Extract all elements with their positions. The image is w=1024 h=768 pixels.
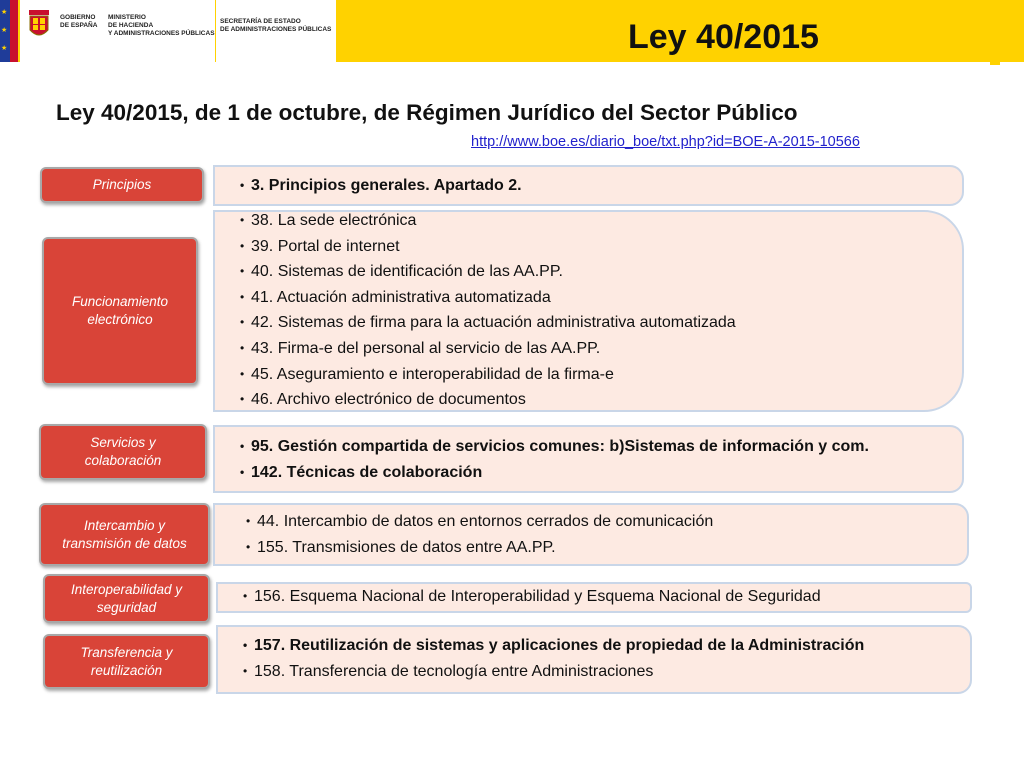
- list-item: • 38. La sede electrónica: [240, 212, 417, 230]
- list-item: • 158. Transferencia de tecnología entre Administraciones: [243, 662, 654, 680]
- list-item: • 41. Actuación administrativa automatizada: [240, 288, 551, 306]
- interoperabilidad-label-1: Interoperabilidad y: [70, 581, 183, 597]
- min-line-2: DE HACIENDA: [108, 22, 154, 29]
- sec-line-1: SECRETARÍA DE ESTADO: [220, 18, 301, 25]
- intercambio-button[interactable]: [39, 503, 210, 566]
- list-item: • 39. Portal de internet: [240, 237, 400, 255]
- eu-star-icon: ★: [1, 27, 8, 34]
- funcionamiento-label-1: Funcionamiento: [71, 294, 169, 309]
- list-item: • 157. Reutilización de sistemas y aplicaciones de propiedad de la Administración: [243, 637, 865, 655]
- min-line-3: Y ADMINISTRACIONES PÚBLICAS: [108, 30, 215, 37]
- intercambio-label-2: transmisión de datos: [62, 535, 187, 551]
- decor-dot: [990, 62, 1000, 65]
- eu-star-icon: ★: [1, 9, 8, 16]
- boe-link[interactable]: http://www.boe.es/diario_boe/txt.php?id=BOE-A-2015-10566: [471, 134, 860, 150]
- sec-line-2: DE ADMINISTRACIONES PÚBLICAS: [220, 26, 332, 33]
- principios-list: [240, 173, 522, 199]
- list-item: • 44. Intercambio de datos en entornos cerrados de comunicación: [246, 513, 714, 531]
- gobierno-text: [60, 14, 97, 30]
- servicios-list: [240, 434, 869, 485]
- interoperabilidad-label-2: seguridad: [96, 599, 157, 615]
- transferencia-label-2: reutilización: [90, 662, 163, 678]
- transferencia-label-1: Transferencia y: [80, 644, 173, 660]
- interoperabilidad-list: [243, 584, 821, 610]
- spain-flag-strip: [10, 0, 18, 62]
- secretaria-text: [220, 18, 331, 34]
- list-item: • 156. Esquema Nacional de Interoperabilidad y Esquema Nacional de Seguridad: [243, 588, 821, 606]
- transferencia-button[interactable]: [43, 634, 210, 689]
- gov-line-1: GOBIERNO: [60, 14, 96, 21]
- slide-title: Ley 40/2015: [628, 18, 819, 56]
- list-item: • 45. Aseguramiento e interoperabilidad de la firma-e: [240, 365, 614, 383]
- ministerio-text: [108, 14, 215, 38]
- list-item: • 40. Sistemas de identificación de las AA.PP.: [240, 263, 563, 281]
- list-item: • 155. Transmisiones de datos entre AA.PP.: [246, 538, 556, 556]
- servicios-label-1: Servicios y: [90, 435, 156, 450]
- funcionamiento-label-2: electrónico: [87, 312, 153, 327]
- intercambio-label-1: Intercambio y: [83, 517, 166, 533]
- list-item: • 46. Archivo electrónico de documentos: [240, 391, 526, 409]
- principios-label: Principios: [92, 177, 152, 192]
- intercambio-list: [246, 509, 713, 560]
- servicios-label-2: colaboración: [84, 453, 162, 468]
- interoperabilidad-button[interactable]: [43, 574, 210, 623]
- gov-line-2: DE ESPAÑA: [60, 22, 98, 29]
- principios-button[interactable]: [40, 167, 204, 203]
- list-item: • 95. Gestión compartida de servicios comunes: b)Sistemas de información y com.: [240, 438, 869, 456]
- list-item: • 3. Principios generales. Apartado 2.: [240, 177, 522, 195]
- list-item: • 142. Técnicas de colaboración: [240, 463, 483, 481]
- servicios-button[interactable]: [39, 424, 207, 480]
- min-line-1: MINISTERIO: [108, 14, 146, 21]
- eu-flag-strip: [0, 0, 10, 62]
- eu-star-icon: ★: [1, 45, 8, 52]
- funcionamiento-button[interactable]: [42, 237, 198, 385]
- transferencia-list: [243, 633, 864, 684]
- list-item: • 43. Firma-e del personal al servicio de las AA.PP.: [240, 340, 601, 357]
- law-subtitle: Ley 40/2015, de 1 de octubre, de Régimen Jurídico del Sector Público: [56, 100, 798, 125]
- funcionamiento-list: [240, 208, 736, 413]
- list-item: • 42. Sistemas de firma para la actuación administrativa automatizada: [240, 314, 736, 332]
- coat-of-arms-icon: [26, 8, 52, 42]
